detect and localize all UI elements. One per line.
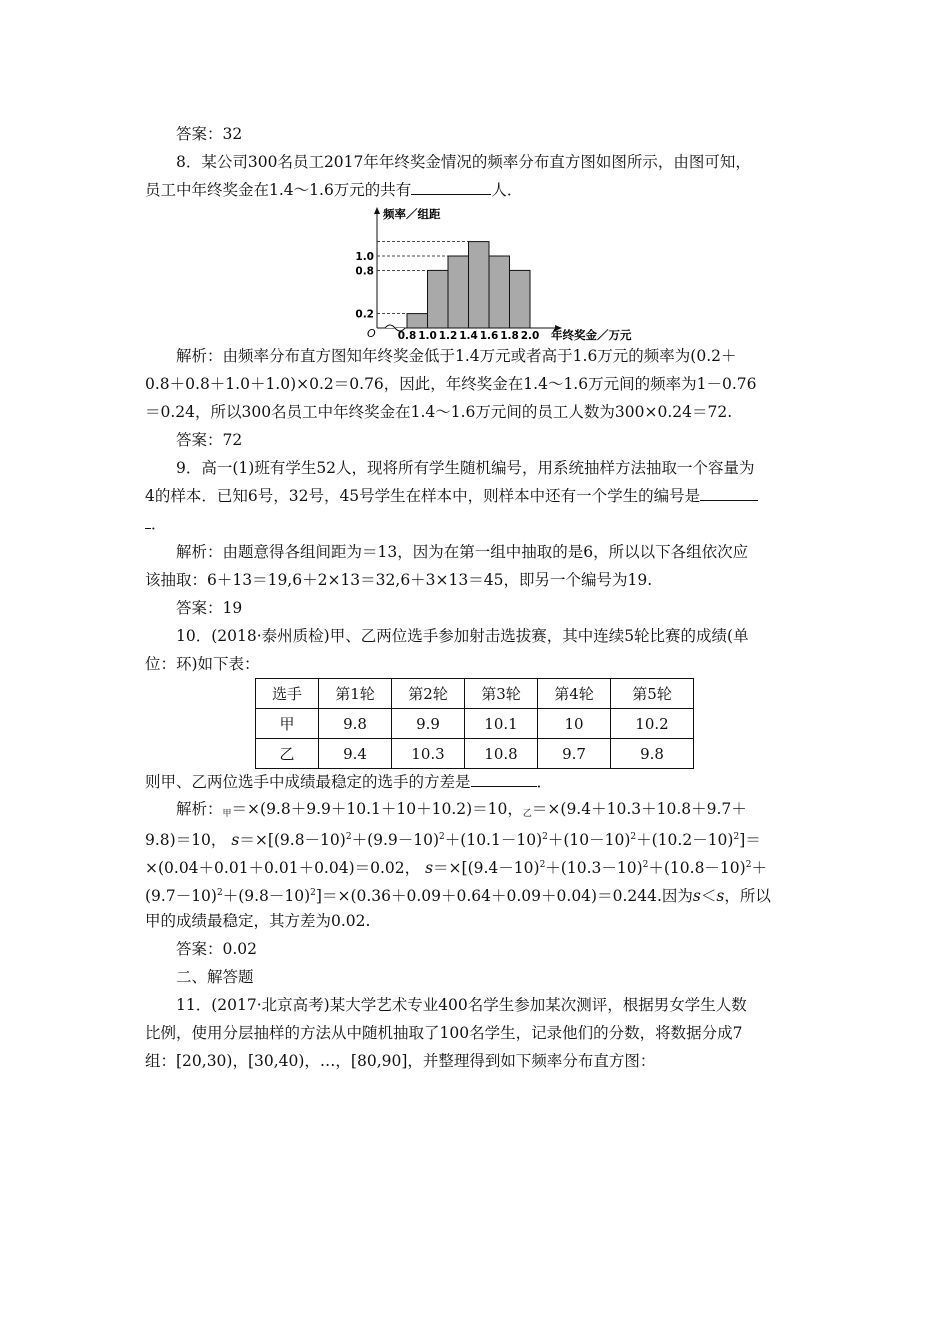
text: (9.7－10): [145, 887, 217, 905]
table-header-cell: 选手: [256, 679, 319, 709]
q8-line2-end: 人．: [491, 181, 523, 199]
table-header-cell: 第5轮: [611, 679, 694, 709]
text: ＝×[(9.8－10): [239, 831, 346, 849]
superscript: 2: [345, 832, 352, 842]
analysis-label: 解析：: [176, 800, 223, 818]
q8-answer: 答案：72: [176, 431, 243, 449]
var-s: s: [716, 887, 725, 905]
table-row: [256, 709, 694, 739]
histogram-bar: [510, 270, 531, 328]
x-tick-label: 1.0: [418, 330, 437, 342]
q8-line2-text: 员工中年终奖金在1.4～1.6万元的共有: [145, 181, 412, 199]
section-heading: 二、解答题: [176, 968, 254, 986]
text: ×(0.04＋0.01＋0.01＋0.04)＝0.02，: [145, 859, 421, 877]
x-tick-label: 1.4: [459, 330, 478, 342]
q11-line1: 11．(2017·北京高考)某大学艺术专业400名学生参加某次测评，根据男女学生人数: [176, 996, 747, 1014]
superscript: 2: [542, 832, 548, 842]
x-axis-label: 年终奖金／万元: [551, 328, 632, 342]
text: ＋(10.8－10): [648, 859, 746, 877]
q8-analysis-3: ＝0.24，所以300名员工中年终奖金在1.4～1.6万元间的员工人数为300×0.24＝72.: [145, 403, 733, 421]
y-tick-label: 1.0: [355, 251, 374, 263]
q10-question-end: ．: [536, 773, 553, 791]
x-tick-label: 1.8: [500, 330, 519, 342]
q8-analysis-2: 0.8＋0.8＋1.0＋1.0)×0.2＝0.76，因此，年终奖金在1.4～1.6万元间的频率为1－0.76: [145, 375, 757, 393]
table-cell: 10.3: [392, 739, 465, 769]
text: ＋(10.2－10): [636, 831, 734, 849]
table-header-cell: 第1轮: [319, 679, 392, 709]
table-cell: 10.1: [465, 709, 538, 739]
x-tick-label: 2.0: [520, 330, 540, 342]
histogram-bar: [469, 242, 490, 328]
q10-line2: 位：环)如下表：: [145, 655, 260, 673]
subscript-yi: 乙: [522, 809, 532, 819]
x-tick-label: 1.2: [438, 330, 458, 342]
table-cell: 9.8: [611, 739, 694, 769]
table-cell: 9.7: [538, 739, 611, 769]
var-s: s: [231, 831, 240, 849]
q7-answer: 答案：32: [176, 125, 243, 143]
y-axis-arrow: [374, 207, 380, 214]
q9-line3: [145, 512, 815, 536]
x-tick-label: 1.6: [479, 330, 499, 342]
q11-line2: 比例，使用分层抽样的方法从中随机抽取了100名学生，记录他们的分数，将数据分成7: [145, 1024, 743, 1042]
answer-blank: [700, 484, 758, 501]
table-cell: 9.9: [392, 709, 465, 739]
y-tick-labels: [355, 251, 374, 321]
superscript: 2: [539, 860, 546, 870]
origin-label: O: [367, 327, 376, 340]
q11-line3: 组：[20,30)，[30,40)，…，[80,90]，并整理得到如下频率分布直方图：: [145, 1052, 656, 1070]
table-row: [256, 739, 694, 769]
q8-line1: 8．某公司300名员工2017年年终奖金情况的频率分布直方图如图所示，由图可知，: [176, 153, 751, 171]
mean-jia: ＝×(9.8＋9.9＋10.1＋10＋10.2)＝10，: [231, 800, 523, 818]
answer-blank: [411, 178, 491, 195]
q10-line1: 10．(2018·泰州质检)甲、乙两位选手参加射击选拔赛，其中连续5轮比赛的成绩(单: [176, 627, 749, 645]
text: 9.8)＝10，: [145, 831, 227, 849]
subscript-jia: 甲: [222, 809, 232, 819]
text: ＝×[(9.4－10): [433, 859, 540, 877]
superscript: 2: [745, 860, 752, 870]
histogram-bar: [489, 256, 510, 328]
q9-analysis-1: 解析：由题意得各组间距为＝13，因为在第一组中抽取的是6，所以以下各组依次应: [176, 543, 749, 561]
histogram-bar: [448, 256, 469, 328]
q9-line3-end: ．: [151, 515, 167, 533]
text: ＜: [700, 887, 717, 905]
text: ＋: [751, 859, 767, 877]
text: ＋(9.8－10): [222, 887, 311, 905]
var-s: s: [425, 859, 434, 877]
y-axis-label: 频率／组距: [383, 207, 441, 221]
q10-analysis-4: [145, 881, 815, 908]
table-cell: 10.2: [611, 709, 694, 739]
superscript: 2: [733, 832, 740, 842]
q10-question: [145, 770, 815, 794]
q8-line2: [145, 178, 815, 202]
table-cell: 9.8: [319, 709, 392, 739]
table-cell: 甲: [256, 709, 319, 739]
x-tick-labels: [398, 330, 540, 342]
superscript: 2: [439, 832, 445, 842]
text: ＋(9.9－10): [351, 831, 440, 849]
text: ，所以: [724, 887, 771, 905]
table-header-cell: 第3轮: [465, 679, 538, 709]
q10-question-text: 则甲、乙两位选手中成绩最稳定的选手的方差是: [145, 773, 471, 791]
table-header-cell: 第4轮: [538, 679, 611, 709]
histogram-bar: [428, 270, 449, 328]
y-tick-label: 0.2: [355, 308, 374, 321]
q10-answer: 答案：0.02: [176, 940, 258, 958]
x-tick-label: 0.8: [397, 330, 417, 342]
y-tick-label: 0.8: [355, 265, 374, 278]
score-table: [255, 678, 694, 769]
table-header-cell: 第2轮: [392, 679, 465, 709]
q9-answer: 答案：19: [176, 599, 243, 617]
q10-analysis-3: [145, 853, 815, 880]
text: ＋(10.1－10): [444, 831, 543, 849]
q10-analysis-1: [176, 797, 846, 826]
q10-analysis-2: [145, 825, 815, 852]
var-s: s: [692, 887, 701, 905]
q9-line1: 9．高一(1)班有学生52人，现将所有学生随机编号，用系统抽样方法抽取一个容量为: [176, 459, 755, 477]
text: ＋(10－10): [547, 831, 631, 849]
text: ]＝×(0.36＋0.09＋0.64＋0.09＋0.04)＝0.244.因为: [315, 887, 693, 905]
histogram-chart: [355, 204, 635, 342]
text: ]＝: [739, 831, 761, 849]
q9-line2: [145, 484, 815, 508]
histogram-bar: [407, 314, 428, 328]
table-header-row: [256, 679, 694, 709]
table-cell: 9.4: [319, 739, 392, 769]
table-cell: 10: [538, 709, 611, 739]
histogram-bars: [407, 242, 530, 328]
superscript: 2: [310, 888, 316, 898]
q10-analysis-5: 甲的成绩最稳定，其方差为0.02.: [145, 912, 371, 930]
table-cell: 乙: [256, 739, 319, 769]
superscript: 2: [216, 888, 223, 898]
q9-analysis-2: 该抽取：6＋13＝19,6＋2×13＝32,6＋3×13＝45，即另一个编号为19.: [145, 571, 653, 589]
superscript: 2: [642, 860, 649, 870]
text: ＋(10.3－10): [545, 859, 643, 877]
q9-line2-text: 4的样本．已知6号，32号，45号学生在样本中，则样本中还有一个学生的编号是: [145, 487, 701, 505]
mean-yi: ＝×(9.4＋10.3＋10.8＋9.7＋: [531, 800, 747, 818]
table-cell: 10.8: [465, 739, 538, 769]
answer-blank: [471, 770, 537, 787]
superscript: 2: [630, 832, 637, 842]
q8-analysis-1: 解析：由频率分布直方图知年终奖金低于1.4万元或者高于1.6万元的频率为(0.2＋: [176, 347, 737, 365]
